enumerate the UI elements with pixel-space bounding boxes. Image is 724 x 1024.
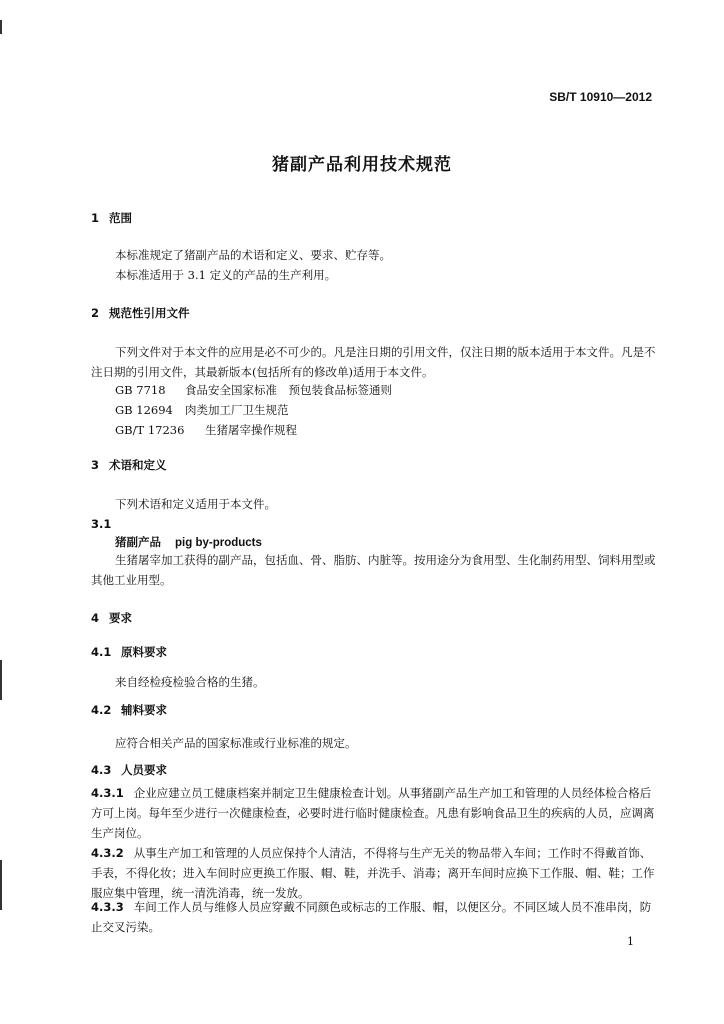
section-title: 术语和定义 <box>109 458 167 472</box>
term-chinese: 猪副产品 <box>115 535 161 549</box>
clause-number: 4.3.1 <box>91 786 124 800</box>
section-number: 3 <box>91 458 100 472</box>
section-title: 规范性引用文件 <box>109 306 190 320</box>
section-number: 2 <box>91 306 100 320</box>
clause-text: 企业应建立员工健康档案并制定卫生健康检查计划。从事猪副产品生产加工和管理的人员经体检合格后方可上岗。每年至少进行一次健康检查，必要时进行临时健康检查。凡患有影响食品卫生的疾病的人员，应调离生产岗位。 <box>91 786 655 840</box>
section-2-heading <box>91 303 656 323</box>
page-number: 1 <box>627 935 634 948</box>
term-definition: 生猪屠宰加工获得的副产品，包括血、骨、脂肪、内脏等。按用途分为食用型、生化制药用型、饲料用型或其他工业用型。 <box>91 553 656 587</box>
reference-item <box>91 420 680 440</box>
clause-text: 车间工作人员与维修人员应穿戴不同颜色或标志的工作服、帽，以便区分。不同区域人员不准串岗，防止交叉污染。 <box>91 900 652 934</box>
subsection-4-3-heading <box>91 760 656 780</box>
subsection-4-2-para: 应符合相关产品的国家标准或行业标准的规定。 <box>115 736 357 750</box>
clause-text: 从事生产加工和管理的人员应保持个人清洁，不得将与生产无关的物品带入车间；工作时不得戴首饰、手表，不得化妆；进入车间时应更换工作服、帽、鞋，并洗手、消毒；离开车间时应换下工作服、帽、鞋；工作服应集中管理，统一清洗消毒，统一发放。 <box>91 846 655 900</box>
section-number: 4 <box>91 611 100 625</box>
subsection-number: 4.3 <box>91 763 112 777</box>
reference-name: 食品安全国家标准 预包装食品标签通则 <box>185 383 392 397</box>
subsection-title: 人员要求 <box>121 763 167 777</box>
clause-number: 4.3.2 <box>91 846 124 860</box>
subsection-number: 4.1 <box>91 645 112 659</box>
clause-4-3-1 <box>91 783 656 843</box>
reference-name: 肉类加工厂卫生规范 <box>185 403 289 417</box>
document-title: 猪副产品利用技术规范 <box>272 155 452 175</box>
clause-number: 4.3.3 <box>91 900 124 914</box>
clause-4-3-3 <box>91 897 656 937</box>
section-number: 1 <box>91 211 100 225</box>
clause-4-3-2 <box>91 843 656 903</box>
reference-code: GB 7718 <box>115 383 166 397</box>
subsection-number: 4.2 <box>91 703 112 717</box>
subsection-4-1-para: 来自经检疫检验合格的生猪。 <box>115 675 265 689</box>
term-english: pig by-products <box>175 537 262 549</box>
reference-name: 生猪屠宰操作规程 <box>205 423 297 437</box>
section-title: 范围 <box>109 211 132 225</box>
section-3-heading <box>91 455 656 475</box>
section-4-heading <box>91 608 656 628</box>
section-title: 要求 <box>109 611 132 625</box>
section-1-para-1: 本标准规定了猪副产品的术语和定义、要求、贮存等。 <box>115 248 391 262</box>
scan-edge-mark <box>0 20 2 34</box>
reference-item <box>91 400 680 420</box>
scan-edge-mark <box>0 860 2 910</box>
subsection-title: 辅料要求 <box>121 703 167 717</box>
section-1-para-2: 本标准适用于 3.1 定义的产品的生产利用。 <box>115 268 337 282</box>
subsection-4-1-heading <box>91 642 656 662</box>
section-1-heading <box>91 208 656 228</box>
term-number: 3.1 <box>91 517 112 531</box>
reference-code: GB/T 17236 <box>115 423 185 437</box>
subsection-title: 原料要求 <box>121 645 167 659</box>
section-2-para-1: 下列文件对于本文件的应用是必不可少的。凡是注日期的引用文件，仅注日期的版本适用于本文件。凡是不注日期的引用文件，其最新版本(包括所有的修改单)适用于本文件。 <box>91 345 656 379</box>
standard-code: SB/T 10910—2012 <box>549 90 652 104</box>
scan-edge-mark <box>0 660 2 700</box>
subsection-4-2-heading <box>91 700 656 720</box>
section-3-para-1: 下列术语和定义适用于本文件。 <box>115 497 276 511</box>
reference-code: GB 12694 <box>115 403 173 417</box>
reference-item <box>91 380 680 400</box>
